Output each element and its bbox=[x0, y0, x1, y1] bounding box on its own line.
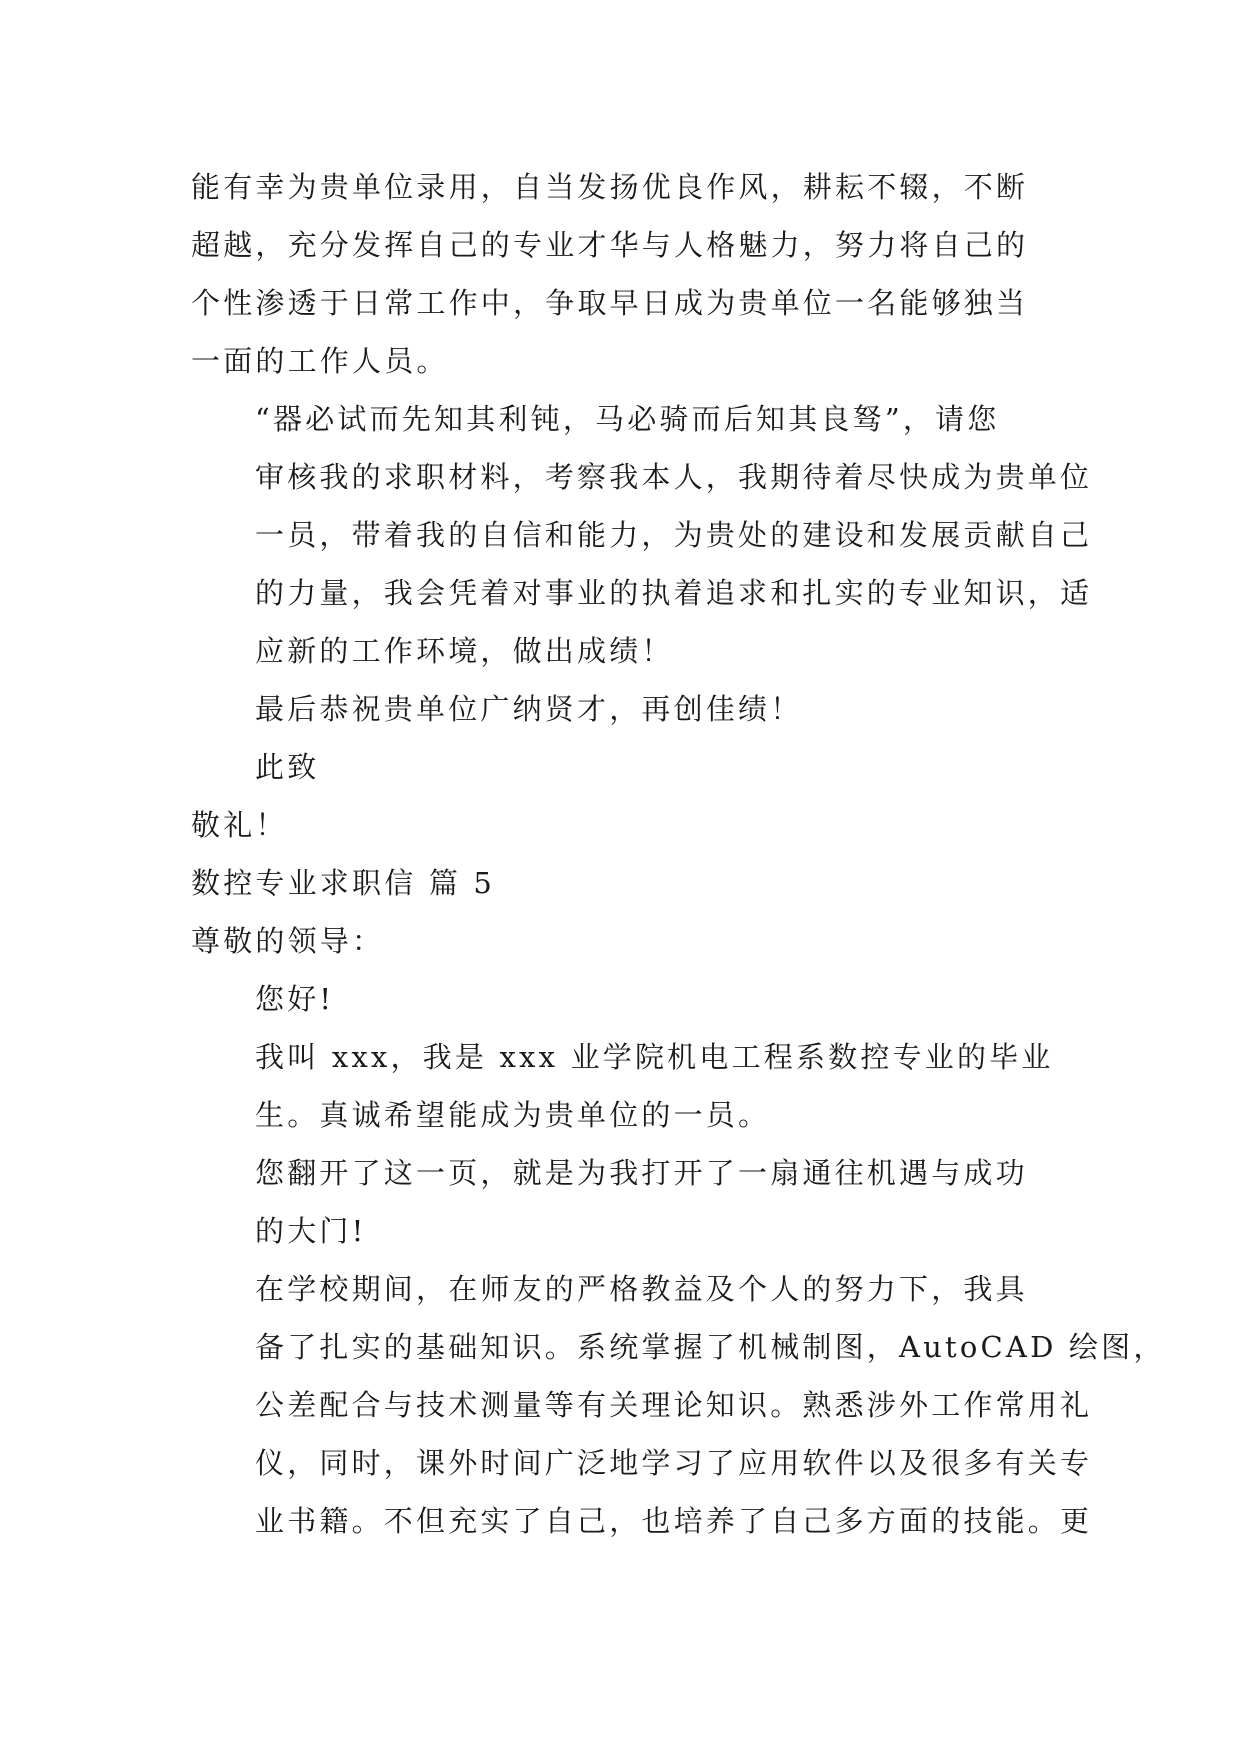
text-line: 能有幸为贵单位录用，自当发扬优良作风，耕耘不辍，不断 bbox=[191, 170, 1029, 204]
text-line: 您好! bbox=[255, 982, 335, 1016]
text-line: 一面的工作人员。 bbox=[191, 344, 449, 378]
text-line: 的力量，我会凭着对事业的执着追求和扎实的专业知识，适 bbox=[255, 576, 1093, 610]
document-body bbox=[191, 158, 1166, 1550]
text-line: 审核我的求职材料，考察我本人，我期待着尽快成为贵单位 bbox=[255, 460, 1093, 494]
text-line: 尊敬的领导： bbox=[191, 924, 385, 958]
text-line: 个性渗透于日常工作中，争取早日成为贵单位一名能够独当 bbox=[191, 286, 1029, 320]
text-line: 一员，带着我的自信和能力，为贵处的建设和发展贡献自己 bbox=[255, 518, 1093, 552]
text-line: 超越，充分发挥自己的专业才华与人格魅力，努力将自己的 bbox=[191, 228, 1029, 262]
text-line: 业书籍。不但充实了自己，也培养了自己多方面的技能。更 bbox=[255, 1504, 1093, 1538]
section-heading bbox=[191, 854, 1053, 912]
text-line: 数控专业求职信 篇 5 bbox=[191, 866, 496, 900]
paragraph-opening-door bbox=[191, 1144, 1053, 1260]
text-line: 在学校期间，在师友的严格教益及个人的努力下，我具 bbox=[255, 1272, 1028, 1306]
text-line: 此致 bbox=[255, 750, 320, 784]
paragraph-school-experience bbox=[191, 1260, 1166, 1550]
text-line: 生。真诚希望能成为贵单位的一员。 bbox=[255, 1098, 771, 1132]
text-line: 您翻开了这一页，就是为我打开了一扇通往机遇与成功 bbox=[255, 1156, 1028, 1190]
text-line: 最后恭祝贵单位广纳贤才，再创佳绩！ bbox=[255, 692, 803, 726]
text-line: 敬礼！ bbox=[191, 808, 288, 842]
text-line: 仪，同时，课外时间广泛地学习了应用软件以及很多有关专 bbox=[255, 1446, 1093, 1480]
text-line: 我叫 xxx，我是 xxx 业学院机电工程系数控专业的毕业 bbox=[255, 1040, 1054, 1074]
paragraph-greeting-addressee bbox=[191, 912, 1053, 970]
paragraph-request-review bbox=[191, 390, 1093, 680]
text-line: 公差配合与技术测量等有关理论知识。熟悉涉外工作常用礼 bbox=[255, 1388, 1093, 1422]
paragraph-hello bbox=[191, 970, 1053, 1028]
paragraph-introduction bbox=[191, 1028, 1053, 1144]
paragraph-closing-commitment bbox=[191, 158, 1053, 390]
paragraph-salutation-jing-li bbox=[191, 796, 1053, 854]
text-line: 的大门! bbox=[255, 1214, 367, 1248]
paragraph-best-wishes bbox=[191, 680, 1053, 738]
text-line: 应新的工作环境，做出成绩！ bbox=[255, 634, 674, 668]
text-line: 备了扎实的基础知识。系统掌握了机械制图，AutoCAD 绘图， bbox=[255, 1330, 1166, 1364]
text-line: “器必试而先知其利钝，马必骑而后知其良驽”，请您 bbox=[255, 402, 1000, 436]
paragraph-salutation-ci-zhi bbox=[191, 738, 1053, 796]
